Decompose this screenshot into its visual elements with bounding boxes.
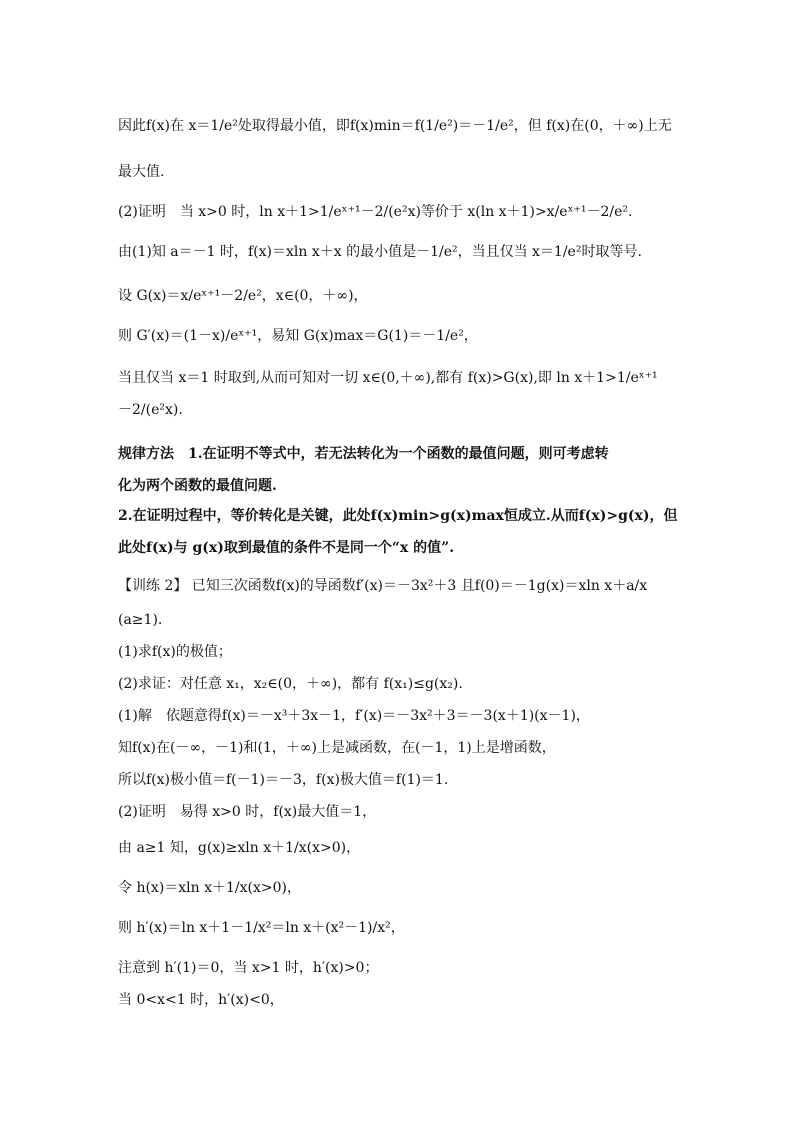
text-line: 注意到 h′(1)＝0，当 x>1 时，h′(x)>0； (118, 960, 379, 976)
text-line: 则 h′(x)＝ln x＋1－1/x²＝ln x＋(x²－1)/x²， (118, 920, 405, 936)
text-line: 由(1)知 a＝－1 时，f(x)＝xln x＋x 的最小值是－1/e²，当且仅当 x＝1/e²时取等号. (118, 244, 642, 260)
text-line: 令 h(x)＝xln x＋1/x(x>0)， (118, 880, 301, 896)
text-line: 2.在证明过程中，等价转化是关键，此处f(x)min>g(x)max恒成立.从而f(x)>g(x)，但 (118, 508, 678, 524)
text-line: (1)求f(x)的极值； (118, 644, 232, 660)
exercise-title-line: 【训练 2】 已知三次函数f(x)的导函数f′(x)＝－3x²＋3 且f(0)＝－1g(x)＝xln x＋a/x (118, 578, 648, 594)
text-line: 因此f(x)在 x＝1/e²处取得最小值，即f(x)min＝f(1/e²)＝－1/e²，但 f(x)在(0，＋∞)上无 (118, 118, 672, 134)
solution-line: (1)解 依题意得f(x)＝－x³＋3x－1，f′(x)＝－3x²＋3＝－3(x＋1)(x－1)， (118, 708, 590, 724)
text-line: (2)证明 当 x>0 时，ln x＋1>1/eˣ⁺¹－2/(e²x)等价于 x(ln x＋1)>x/eˣ⁺¹－2/e². (118, 204, 633, 220)
text-line: 当且仅当 x＝1 时取到,从而可知对一切 x∈(0,＋∞),都有 f(x)>G(x),即 ln x＋1>1/eˣ⁺¹ (118, 370, 658, 386)
method-heading-line: 规律方法 1.在证明不等式中，若无法转化为一个函数的最值问题，则可考虑转 (118, 446, 609, 462)
text-line: 最大值. (118, 164, 165, 180)
text-line: 设 G(x)＝x/eˣ⁺¹－2/e²，x∈(0，＋∞)， (118, 288, 368, 304)
text-line: 此处f(x)与 g(x)取到最值的条件不是同一个“x 的值”. (118, 540, 455, 556)
text-line: 所以f(x)极小值＝f(－1)＝－3，f(x)极大值＝f(1)＝1. (118, 772, 449, 788)
text-line: (a≥1). (118, 612, 163, 628)
text-line: (2)求证：对任意 x₁，x₂∈(0，＋∞)，都有 f(x₁)≤g(x₂). (118, 676, 463, 692)
text-line: 化为两个函数的最值问题. (118, 478, 277, 494)
proof-line: (2)证明 易得 x>0 时，f(x)最大值＝1， (118, 804, 377, 820)
text-line: 由 a≥1 知，g(x)≥xln x＋1/x(x>0)， (118, 840, 361, 856)
text-line: 当 0<x<1 时，h′(x)<0， (118, 992, 284, 1008)
text-line: 知f(x)在(－∞，－1)和(1，＋∞)上是减函数，在(－1，1)上是增函数， (118, 740, 556, 756)
text-line: 则 G′(x)＝(1－x)/eˣ⁺¹，易知 G(x)max＝G(1)＝－1/e²， (118, 328, 478, 344)
text-line: －2/(e²x). (118, 402, 183, 418)
